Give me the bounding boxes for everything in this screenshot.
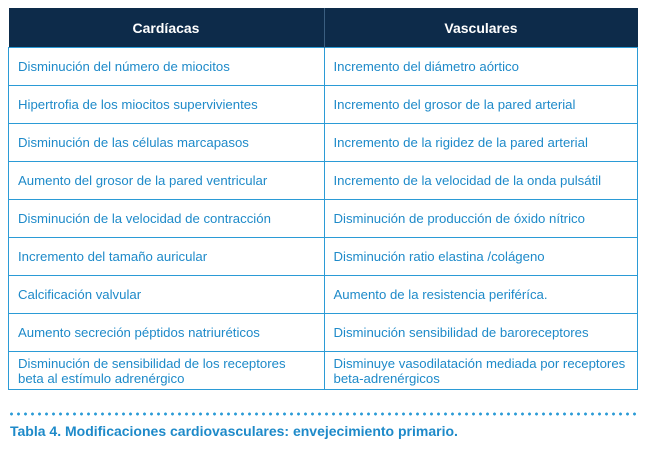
cell-cardiacas: Disminución de la velocidad de contracción — [9, 200, 325, 238]
cell-vasculares: Incremento del grosor de la pared arterial — [324, 86, 638, 124]
cell-cardiacas: Aumento del grosor de la pared ventricular — [9, 162, 325, 200]
cell-cardiacas: Disminución de sensibilidad de los receptores beta al estímulo adrenérgico — [9, 352, 325, 390]
table-row — [9, 238, 638, 276]
cell-vasculares: Disminución de producción de óxido nítrico — [324, 200, 638, 238]
cell-vasculares: Disminución sensibilidad de baroreceptores — [324, 314, 638, 352]
cell-cardiacas: Disminución de las células marcapasos — [9, 124, 325, 162]
cell-vasculares: Disminución ratio elastina /colágeno — [324, 238, 638, 276]
cell-vasculares: Aumento de la resistencia periféríca. — [324, 276, 638, 314]
cell-vasculares: Incremento de la velocidad de la onda pulsátil — [324, 162, 638, 200]
header-cardiacas: Cardíacas — [9, 8, 325, 48]
table-container — [8, 8, 638, 390]
cell-cardiacas: Calcificación valvular — [9, 276, 325, 314]
dotted-divider — [8, 412, 640, 416]
cell-cardiacas: Aumento secreción péptidos natriuréticos — [9, 314, 325, 352]
cell-vasculares: Disminuye vasodilatación mediada por receptores beta-adrenérgicos — [324, 352, 638, 390]
table-row — [9, 162, 638, 200]
table-row — [9, 276, 638, 314]
cell-cardiacas: Incremento del tamaño auricular — [9, 238, 325, 276]
cell-cardiacas: Hipertrofia de los miocitos supervivientes — [9, 86, 325, 124]
table-row — [9, 200, 638, 238]
table-row — [9, 314, 638, 352]
table-row — [9, 48, 638, 86]
cardiovascular-table — [8, 8, 638, 390]
table-row — [9, 352, 638, 390]
cell-vasculares: Incremento de la rigidez de la pared arterial — [324, 124, 638, 162]
cell-vasculares: Incremento del diámetro aórtico — [324, 48, 638, 86]
table-row — [9, 124, 638, 162]
table-caption: Tabla 4. Modificaciones cardiovasculares: envejecimiento primario. — [10, 423, 458, 439]
cell-cardiacas: Disminución del número de miocitos — [9, 48, 325, 86]
table-row — [9, 86, 638, 124]
header-row — [9, 8, 638, 48]
header-vasculares: Vasculares — [324, 8, 638, 48]
